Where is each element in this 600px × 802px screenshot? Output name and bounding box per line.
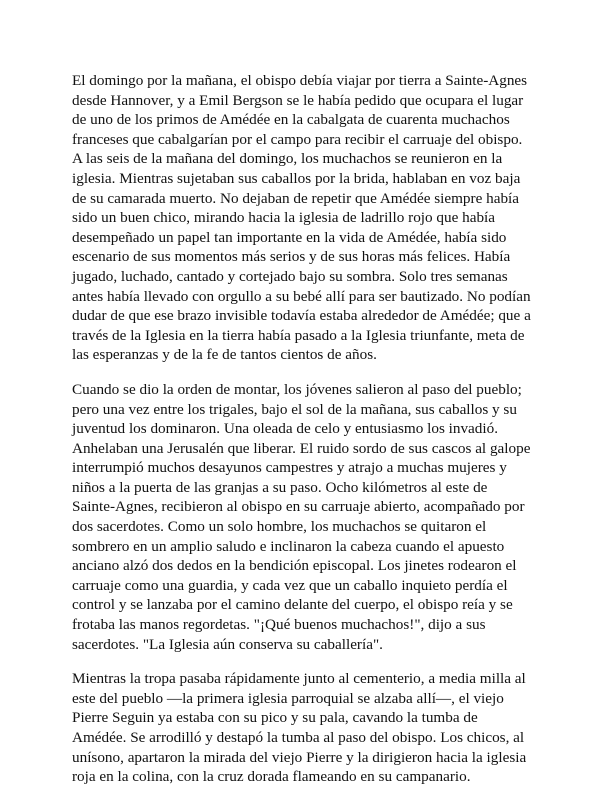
paragraph-1: El domingo por la mañana, el obispo debía viajar por tierra a Sainte-Agnes desde Hannover, y a Emil Bergson se le había pedido que ocupara el lugar de uno de los primos de Amédée en la cabalgata de cuarenta muchachos franceses que cabalgarían por el campo para recibir el carruaje del obispo. A las seis de la mañana del domingo, los muchachos se reunieron en la iglesia. Mientras sujetaban sus caballos por la brida, hablaban en voz baja de su camarada muerto. No dejaban de repetir que Amédée siempre había sido un buen chico, mirando hacia la iglesia de ladrillo rojo que había desempeñado un papel tan importante en la vida de Amédée, había sido escenario de sus momentos más serios y de sus horas más felices. Había jugado, luchado, cantado y cortejado bajo su sombra. Solo tres semanas antes había llevado con orgullo a su bebé allí para ser bautizado. No podían dudar de que ese brazo invisible todavía estaba alrededor de Amédée; que a través de la Iglesia en la tierra había pasado a la Iglesia triunfante, meta de las esperanzas y de la fe de tantos cientos de años. xyxy=(72,72,531,364)
document-page xyxy=(72,71,532,802)
paragraph-3: Mientras la tropa pasaba rápidamente junto al cementerio, a media milla al este del pueblo —la primera iglesia parroquial se alzaba allí—, el viejo Pierre Seguin ya estaba con su pico y su pala, cavando la tumba de Amédée. Se arrodilló y destapó la tumba al paso del obispo. Los chicos, al unísono, apartaron la mirada del viejo Pierre y la dirigieron hacia la iglesia roja en la colina, con la cruz dorada flameando en su campanario. xyxy=(72,670,527,786)
paragraph-2: Cuando se dio la orden de montar, los jóvenes salieron al paso del pueblo; pero una vez entre los trigales, bajo el sol de la mañana, sus caballos y su juventud los dominaron. Una oleada de celo y entusiasmo los invadió. Anhelaban una Jerusalén que liberar. El ruido sordo de sus cascos al galope interrumpió muchos desayunos campestres y atrajo a muchas mujeres y niños a la puerta de las granjas a su paso. Ocho kilómetros al este de Sainte-Agnes, recibieron al obispo en su carruaje abierto, acompañado por dos sacerdotes. Como un solo hombre, los muchachos se quitaron el sombrero en un amplio saludo e inclinaron la cabeza cuando el apuesto anciano alzó dos dedos en la bendición episcopal. Los jinetes rodearon el carruaje como una guardia, y cada vez que un caballo inquieto perdía el control y se lanzaba por el camino delante del cuerpo, el obispo reía y se frotaba las manos regordetas. "¡Qué buenos muchachos!", dijo a sus sacerdotes. "La Iglesia aún conserva su caballería". xyxy=(72,380,531,653)
